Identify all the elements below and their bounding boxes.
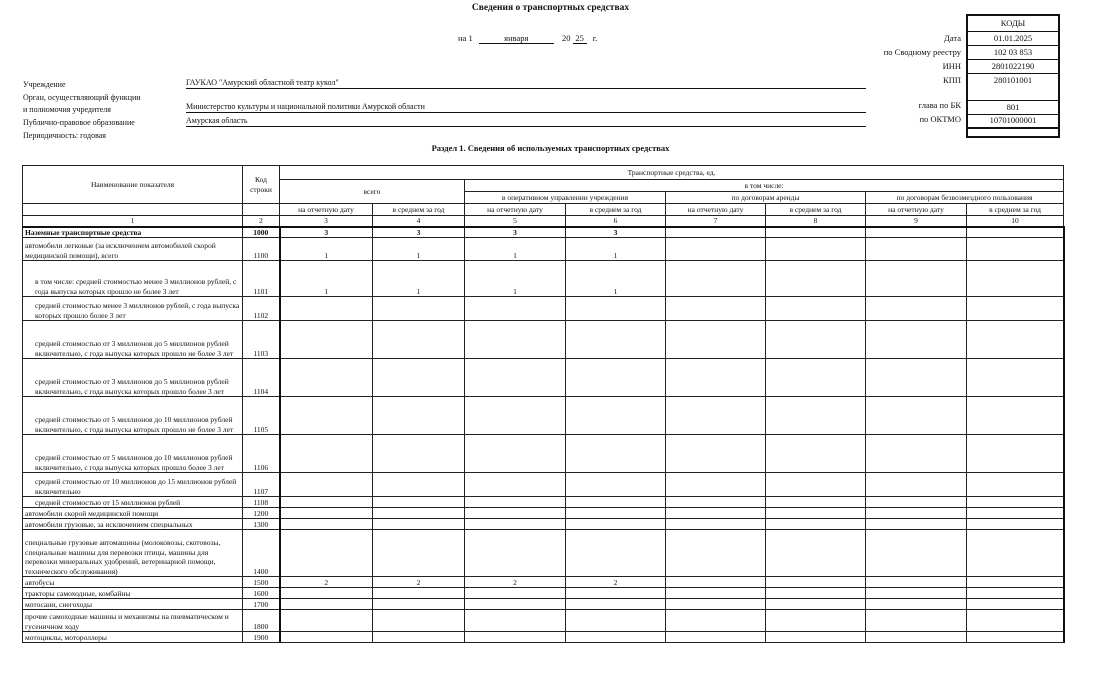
row-value[interactable] xyxy=(766,588,866,599)
row-value[interactable] xyxy=(766,261,866,297)
row-value[interactable] xyxy=(866,530,967,577)
row-code: 1500 xyxy=(243,577,280,588)
table-row xyxy=(23,610,1064,632)
row-value[interactable] xyxy=(866,261,967,297)
row-value[interactable] xyxy=(666,599,766,610)
row-value[interactable] xyxy=(566,435,666,473)
row-value[interactable] xyxy=(566,397,666,435)
code-inn: 2801022190 xyxy=(968,60,1058,74)
row-value[interactable] xyxy=(280,519,373,530)
label-institution: Учреждение xyxy=(23,80,66,89)
row-name: Наземные транспортные средства xyxy=(23,227,243,238)
row-value[interactable] xyxy=(566,297,666,321)
row-value[interactable] xyxy=(666,530,766,577)
row-value[interactable]: 2 xyxy=(373,577,465,588)
subheader-free-avg: в среднем за год xyxy=(967,204,1064,216)
row-value[interactable] xyxy=(465,588,566,599)
row-value[interactable] xyxy=(766,577,866,588)
codes-header: КОДЫ xyxy=(968,16,1058,32)
row-value[interactable] xyxy=(866,588,967,599)
row-value[interactable] xyxy=(866,610,967,632)
row-value[interactable] xyxy=(967,530,1064,577)
row-value[interactable] xyxy=(373,599,465,610)
row-value[interactable] xyxy=(967,632,1064,643)
row-value[interactable] xyxy=(373,519,465,530)
row-value[interactable] xyxy=(866,227,967,238)
table-row xyxy=(23,519,1064,530)
row-code: 1102 xyxy=(243,297,280,321)
periodicity: Периодичность: годовая xyxy=(23,131,106,140)
row-value[interactable] xyxy=(280,508,373,519)
row-name: тракторы самоходные, комбайны xyxy=(23,588,243,599)
col-number: 6 xyxy=(566,216,666,227)
row-value[interactable] xyxy=(666,397,766,435)
row-value[interactable] xyxy=(866,238,967,261)
table-row xyxy=(23,297,1064,321)
row-name: мотосани, снегоходы xyxy=(23,599,243,610)
row-value[interactable] xyxy=(465,397,566,435)
row-value[interactable] xyxy=(465,610,566,632)
row-value[interactable] xyxy=(666,632,766,643)
row-value[interactable]: 1 xyxy=(566,238,666,261)
header-free: по договорам безвозмездного пользования xyxy=(866,192,1064,204)
row-value[interactable] xyxy=(967,238,1064,261)
row-value[interactable] xyxy=(766,497,866,508)
row-code: 1104 xyxy=(243,359,280,397)
row-code: 1108 xyxy=(243,497,280,508)
date-year-prefix: 20 xyxy=(561,33,571,43)
row-value[interactable] xyxy=(666,473,766,497)
row-name: автобусы xyxy=(23,577,243,588)
row-value[interactable] xyxy=(280,359,373,397)
row-code: 1800 xyxy=(243,610,280,632)
institution-name: ГАУКАО "Амурский областной театр кукол" xyxy=(186,78,866,89)
row-value[interactable] xyxy=(866,473,967,497)
row-value[interactable]: 2 xyxy=(465,577,566,588)
row-value[interactable] xyxy=(373,397,465,435)
label-inn: ИНН xyxy=(942,61,961,71)
row-value[interactable] xyxy=(967,599,1064,610)
table-row xyxy=(23,632,1064,643)
row-code: 1400 xyxy=(243,530,280,577)
row-value[interactable] xyxy=(280,599,373,610)
row-code: 1600 xyxy=(243,588,280,599)
row-value[interactable] xyxy=(967,435,1064,473)
row-value[interactable] xyxy=(373,610,465,632)
row-value[interactable] xyxy=(373,321,465,359)
region-name: Амурская область xyxy=(186,116,866,127)
subheader-total-avg: в среднем за год xyxy=(373,204,465,216)
row-value[interactable] xyxy=(465,530,566,577)
row-value[interactable]: 1 xyxy=(465,238,566,261)
row-name: средней стоимостью от 5 миллионов до 10 миллионов рублей включительно, с года выпуска которых прошло более 3 лет xyxy=(23,435,243,473)
codes-box xyxy=(966,14,1060,138)
row-value[interactable] xyxy=(766,435,866,473)
row-value[interactable] xyxy=(465,473,566,497)
row-value[interactable] xyxy=(280,321,373,359)
date-g: г. xyxy=(592,33,598,43)
col-number: 3 xyxy=(280,216,373,227)
row-value[interactable] xyxy=(566,321,666,359)
table-row xyxy=(23,473,1064,497)
col-number: 10 xyxy=(967,216,1064,227)
row-value[interactable] xyxy=(766,297,866,321)
subheader-operative-avg: в среднем за год xyxy=(566,204,666,216)
header-rent: по договорам аренды xyxy=(666,192,866,204)
row-value[interactable] xyxy=(967,588,1064,599)
row-value[interactable] xyxy=(967,497,1064,508)
row-value[interactable]: 3 xyxy=(465,227,566,238)
row-value[interactable] xyxy=(766,508,866,519)
section-title: Раздел 1. Сведения об используемых транспортных средствах xyxy=(431,143,670,153)
label-svodny-reestr: по Сводному реестру xyxy=(883,47,961,57)
col-number: 1 xyxy=(23,216,243,227)
row-value[interactable] xyxy=(866,435,967,473)
row-name: средней стоимостью от 3 миллионов до 5 миллионов рублей включительно, с года выпуска которых прошло более 3 лет xyxy=(23,359,243,397)
row-name: специальные грузовые автомашины (молоковозы, скотовозы, специальные машины для перевозки птицы, машины для перевозки минеральных удобрений, ветеринарной помощи, технического обслуживания) xyxy=(23,530,243,577)
table-row xyxy=(23,508,1064,519)
table-row xyxy=(23,435,1064,473)
date-month: января xyxy=(479,33,554,44)
row-value[interactable] xyxy=(967,473,1064,497)
row-value[interactable] xyxy=(465,321,566,359)
header-operative: в оперативном управлении учреждения xyxy=(465,192,666,204)
row-value[interactable] xyxy=(866,321,967,359)
row-value[interactable] xyxy=(280,610,373,632)
row-value[interactable] xyxy=(766,530,866,577)
row-value[interactable] xyxy=(666,519,766,530)
row-value[interactable] xyxy=(566,359,666,397)
row-value[interactable] xyxy=(766,632,866,643)
row-name: мотоциклы, мотороллеры xyxy=(23,632,243,643)
label-authority-1: Орган, осуществляющий функции xyxy=(23,93,141,102)
row-value[interactable] xyxy=(766,610,866,632)
label-region: Публично-правовое образование xyxy=(23,118,135,127)
subheader-free-date: на отчетную дату xyxy=(866,204,967,216)
header-transport: Транспортные средства, ед. xyxy=(280,166,1064,180)
row-value[interactable] xyxy=(465,599,566,610)
row-value[interactable] xyxy=(666,321,766,359)
row-value[interactable] xyxy=(566,632,666,643)
table-row xyxy=(23,238,1064,261)
row-value[interactable] xyxy=(666,577,766,588)
row-value[interactable]: 1 xyxy=(280,238,373,261)
row-value[interactable] xyxy=(866,497,967,508)
row-value[interactable] xyxy=(666,238,766,261)
row-value[interactable] xyxy=(967,577,1064,588)
row-value[interactable] xyxy=(373,359,465,397)
row-value[interactable] xyxy=(766,397,866,435)
row-value[interactable] xyxy=(967,227,1064,238)
row-value[interactable] xyxy=(465,519,566,530)
transport-table xyxy=(22,165,1065,643)
row-value[interactable]: 3 xyxy=(373,227,465,238)
table-row xyxy=(23,227,1064,238)
label-glava-bk: глава по БК xyxy=(918,100,961,110)
subheader-rent-avg: в среднем за год xyxy=(766,204,866,216)
row-value[interactable]: 3 xyxy=(280,227,373,238)
row-value[interactable] xyxy=(666,508,766,519)
row-code: 1107 xyxy=(243,473,280,497)
row-name: средней стоимостью от 15 миллионов рублей xyxy=(23,497,243,508)
row-name: средней стоимостью менее 3 миллионов рублей, с года выпуска которых прошло более 3 лет xyxy=(23,297,243,321)
row-value[interactable] xyxy=(566,599,666,610)
row-value[interactable] xyxy=(566,588,666,599)
row-value[interactable] xyxy=(566,519,666,530)
row-value[interactable] xyxy=(566,530,666,577)
row-value[interactable] xyxy=(465,297,566,321)
row-value[interactable] xyxy=(967,519,1064,530)
row-value[interactable]: 1 xyxy=(373,238,465,261)
row-value[interactable] xyxy=(280,397,373,435)
row-code: 1106 xyxy=(243,435,280,473)
code-oktmo: 10701000001 xyxy=(968,114,1058,129)
row-name: средней стоимостью от 5 миллионов до 10 миллионов рублей включительно, с года выпуска которых прошло не более 3 лет xyxy=(23,397,243,435)
code-glava-bk: 801 xyxy=(968,101,1058,115)
col-number: 9 xyxy=(866,216,967,227)
col-number: 8 xyxy=(766,216,866,227)
row-value[interactable] xyxy=(373,530,465,577)
row-name: прочие самоходные машины и механизмы на пневматическом и гусеничном ходу xyxy=(23,610,243,632)
row-value[interactable] xyxy=(666,497,766,508)
row-value[interactable] xyxy=(866,359,967,397)
row-value[interactable] xyxy=(666,435,766,473)
header-including: в том числе: xyxy=(465,180,1064,192)
row-value[interactable] xyxy=(373,632,465,643)
label-date: Дата xyxy=(944,33,961,43)
header-name: Наименование показателя xyxy=(23,166,243,204)
row-code: 1100 xyxy=(243,238,280,261)
row-value[interactable] xyxy=(280,435,373,473)
row-name: автомобили грузовые, за исключением специальных xyxy=(23,519,243,530)
date-prefix: на 1 xyxy=(458,33,473,43)
row-value[interactable] xyxy=(373,497,465,508)
document-title: Сведения о транспортных средствах xyxy=(471,3,630,13)
row-value[interactable] xyxy=(280,497,373,508)
row-value[interactable]: 1 xyxy=(465,261,566,297)
row-value[interactable] xyxy=(280,632,373,643)
row-value[interactable] xyxy=(766,227,866,238)
row-value[interactable] xyxy=(465,632,566,643)
row-value[interactable] xyxy=(967,610,1064,632)
table-row xyxy=(23,497,1064,508)
row-value[interactable] xyxy=(967,297,1064,321)
row-value[interactable]: 1 xyxy=(280,261,373,297)
table-row xyxy=(23,577,1064,588)
row-value[interactable] xyxy=(465,508,566,519)
row-name: средней стоимостью от 10 миллионов до 15 миллионов рублей включительно xyxy=(23,473,243,497)
row-name: автомобили легковые (за исключением автомобилей скорой медицинской помощи), всего xyxy=(23,238,243,261)
label-authority-2: и полномочия учредителя xyxy=(23,105,111,114)
row-value[interactable] xyxy=(967,321,1064,359)
row-value[interactable] xyxy=(967,359,1064,397)
row-code: 1700 xyxy=(243,599,280,610)
row-value[interactable] xyxy=(666,227,766,238)
row-value[interactable] xyxy=(566,473,666,497)
subheader-operative-date: на отчетную дату xyxy=(465,204,566,216)
row-value[interactable] xyxy=(866,297,967,321)
row-value[interactable] xyxy=(373,435,465,473)
header-total: всего xyxy=(280,180,465,204)
row-value[interactable] xyxy=(666,588,766,599)
row-value[interactable] xyxy=(280,473,373,497)
col-number: 4 xyxy=(373,216,465,227)
row-value[interactable] xyxy=(866,508,967,519)
row-value[interactable]: 3 xyxy=(566,227,666,238)
row-value[interactable] xyxy=(465,435,566,473)
row-value[interactable] xyxy=(766,599,866,610)
row-value[interactable] xyxy=(866,519,967,530)
row-code: 1300 xyxy=(243,519,280,530)
col-number: 2 xyxy=(243,216,280,227)
table-row xyxy=(23,359,1064,397)
label-oktmo: по ОКТМО xyxy=(919,114,961,124)
row-value[interactable] xyxy=(280,297,373,321)
date-year-suffix: 25 xyxy=(573,33,587,44)
row-value[interactable] xyxy=(280,530,373,577)
header-code: Код строки xyxy=(243,166,280,204)
row-value[interactable]: 2 xyxy=(280,577,373,588)
row-value[interactable] xyxy=(967,261,1064,297)
table-row xyxy=(23,397,1064,435)
row-value[interactable] xyxy=(566,610,666,632)
table-row xyxy=(23,321,1064,359)
row-code: 1000 xyxy=(243,227,280,238)
row-value[interactable] xyxy=(967,508,1064,519)
label-kpp: КПП xyxy=(943,75,961,85)
row-value[interactable] xyxy=(373,508,465,519)
row-value[interactable] xyxy=(666,297,766,321)
row-name: средней стоимостью от 3 миллионов до 5 миллионов рублей включительно, с года выпуска которых прошло не более 3 лет xyxy=(23,321,243,359)
row-value[interactable] xyxy=(866,632,967,643)
table-row xyxy=(23,530,1064,577)
row-value[interactable]: 1 xyxy=(566,261,666,297)
row-value[interactable] xyxy=(766,359,866,397)
row-value[interactable] xyxy=(967,397,1064,435)
row-code: 1101 xyxy=(243,261,280,297)
row-value[interactable] xyxy=(766,473,866,497)
report-date-line xyxy=(458,33,597,44)
row-value[interactable] xyxy=(666,610,766,632)
row-value[interactable] xyxy=(566,508,666,519)
col-number: 7 xyxy=(666,216,766,227)
row-name: автомобили скорой медицинской помощи xyxy=(23,508,243,519)
row-value[interactable] xyxy=(866,599,967,610)
row-value[interactable] xyxy=(280,588,373,599)
row-value[interactable] xyxy=(566,497,666,508)
row-value[interactable]: 2 xyxy=(566,577,666,588)
subheader-rent-date: на отчетную дату xyxy=(666,204,766,216)
row-value[interactable] xyxy=(766,238,866,261)
row-value[interactable] xyxy=(866,397,967,435)
table-row xyxy=(23,261,1064,297)
row-value[interactable] xyxy=(465,497,566,508)
row-value[interactable] xyxy=(666,261,766,297)
row-name: в том числе: средней стоимостью менее 3 миллионов рублей, с года выпуска которых прошло не более 3 лет xyxy=(23,261,243,297)
row-code: 1105 xyxy=(243,397,280,435)
col-number: 5 xyxy=(465,216,566,227)
code-svodny-reestr: 102 03 853 xyxy=(968,46,1058,60)
table-row xyxy=(23,588,1064,599)
row-value[interactable]: 1 xyxy=(373,261,465,297)
row-value[interactable] xyxy=(373,473,465,497)
row-code: 1103 xyxy=(243,321,280,359)
row-code: 1200 xyxy=(243,508,280,519)
code-date: 01.01.2025 xyxy=(968,32,1058,46)
code-kpp: 280101001 xyxy=(968,74,1058,101)
row-value[interactable] xyxy=(373,588,465,599)
row-value[interactable] xyxy=(866,577,967,588)
subheader-total-date: на отчетную дату xyxy=(280,204,373,216)
row-value[interactable] xyxy=(465,359,566,397)
authority-name: Министерство культуры и национальной политики Амурской области xyxy=(186,102,866,113)
row-code: 1900 xyxy=(243,632,280,643)
row-value[interactable] xyxy=(373,297,465,321)
row-value[interactable] xyxy=(666,359,766,397)
row-value[interactable] xyxy=(766,519,866,530)
table-row xyxy=(23,599,1064,610)
row-value[interactable] xyxy=(766,321,866,359)
